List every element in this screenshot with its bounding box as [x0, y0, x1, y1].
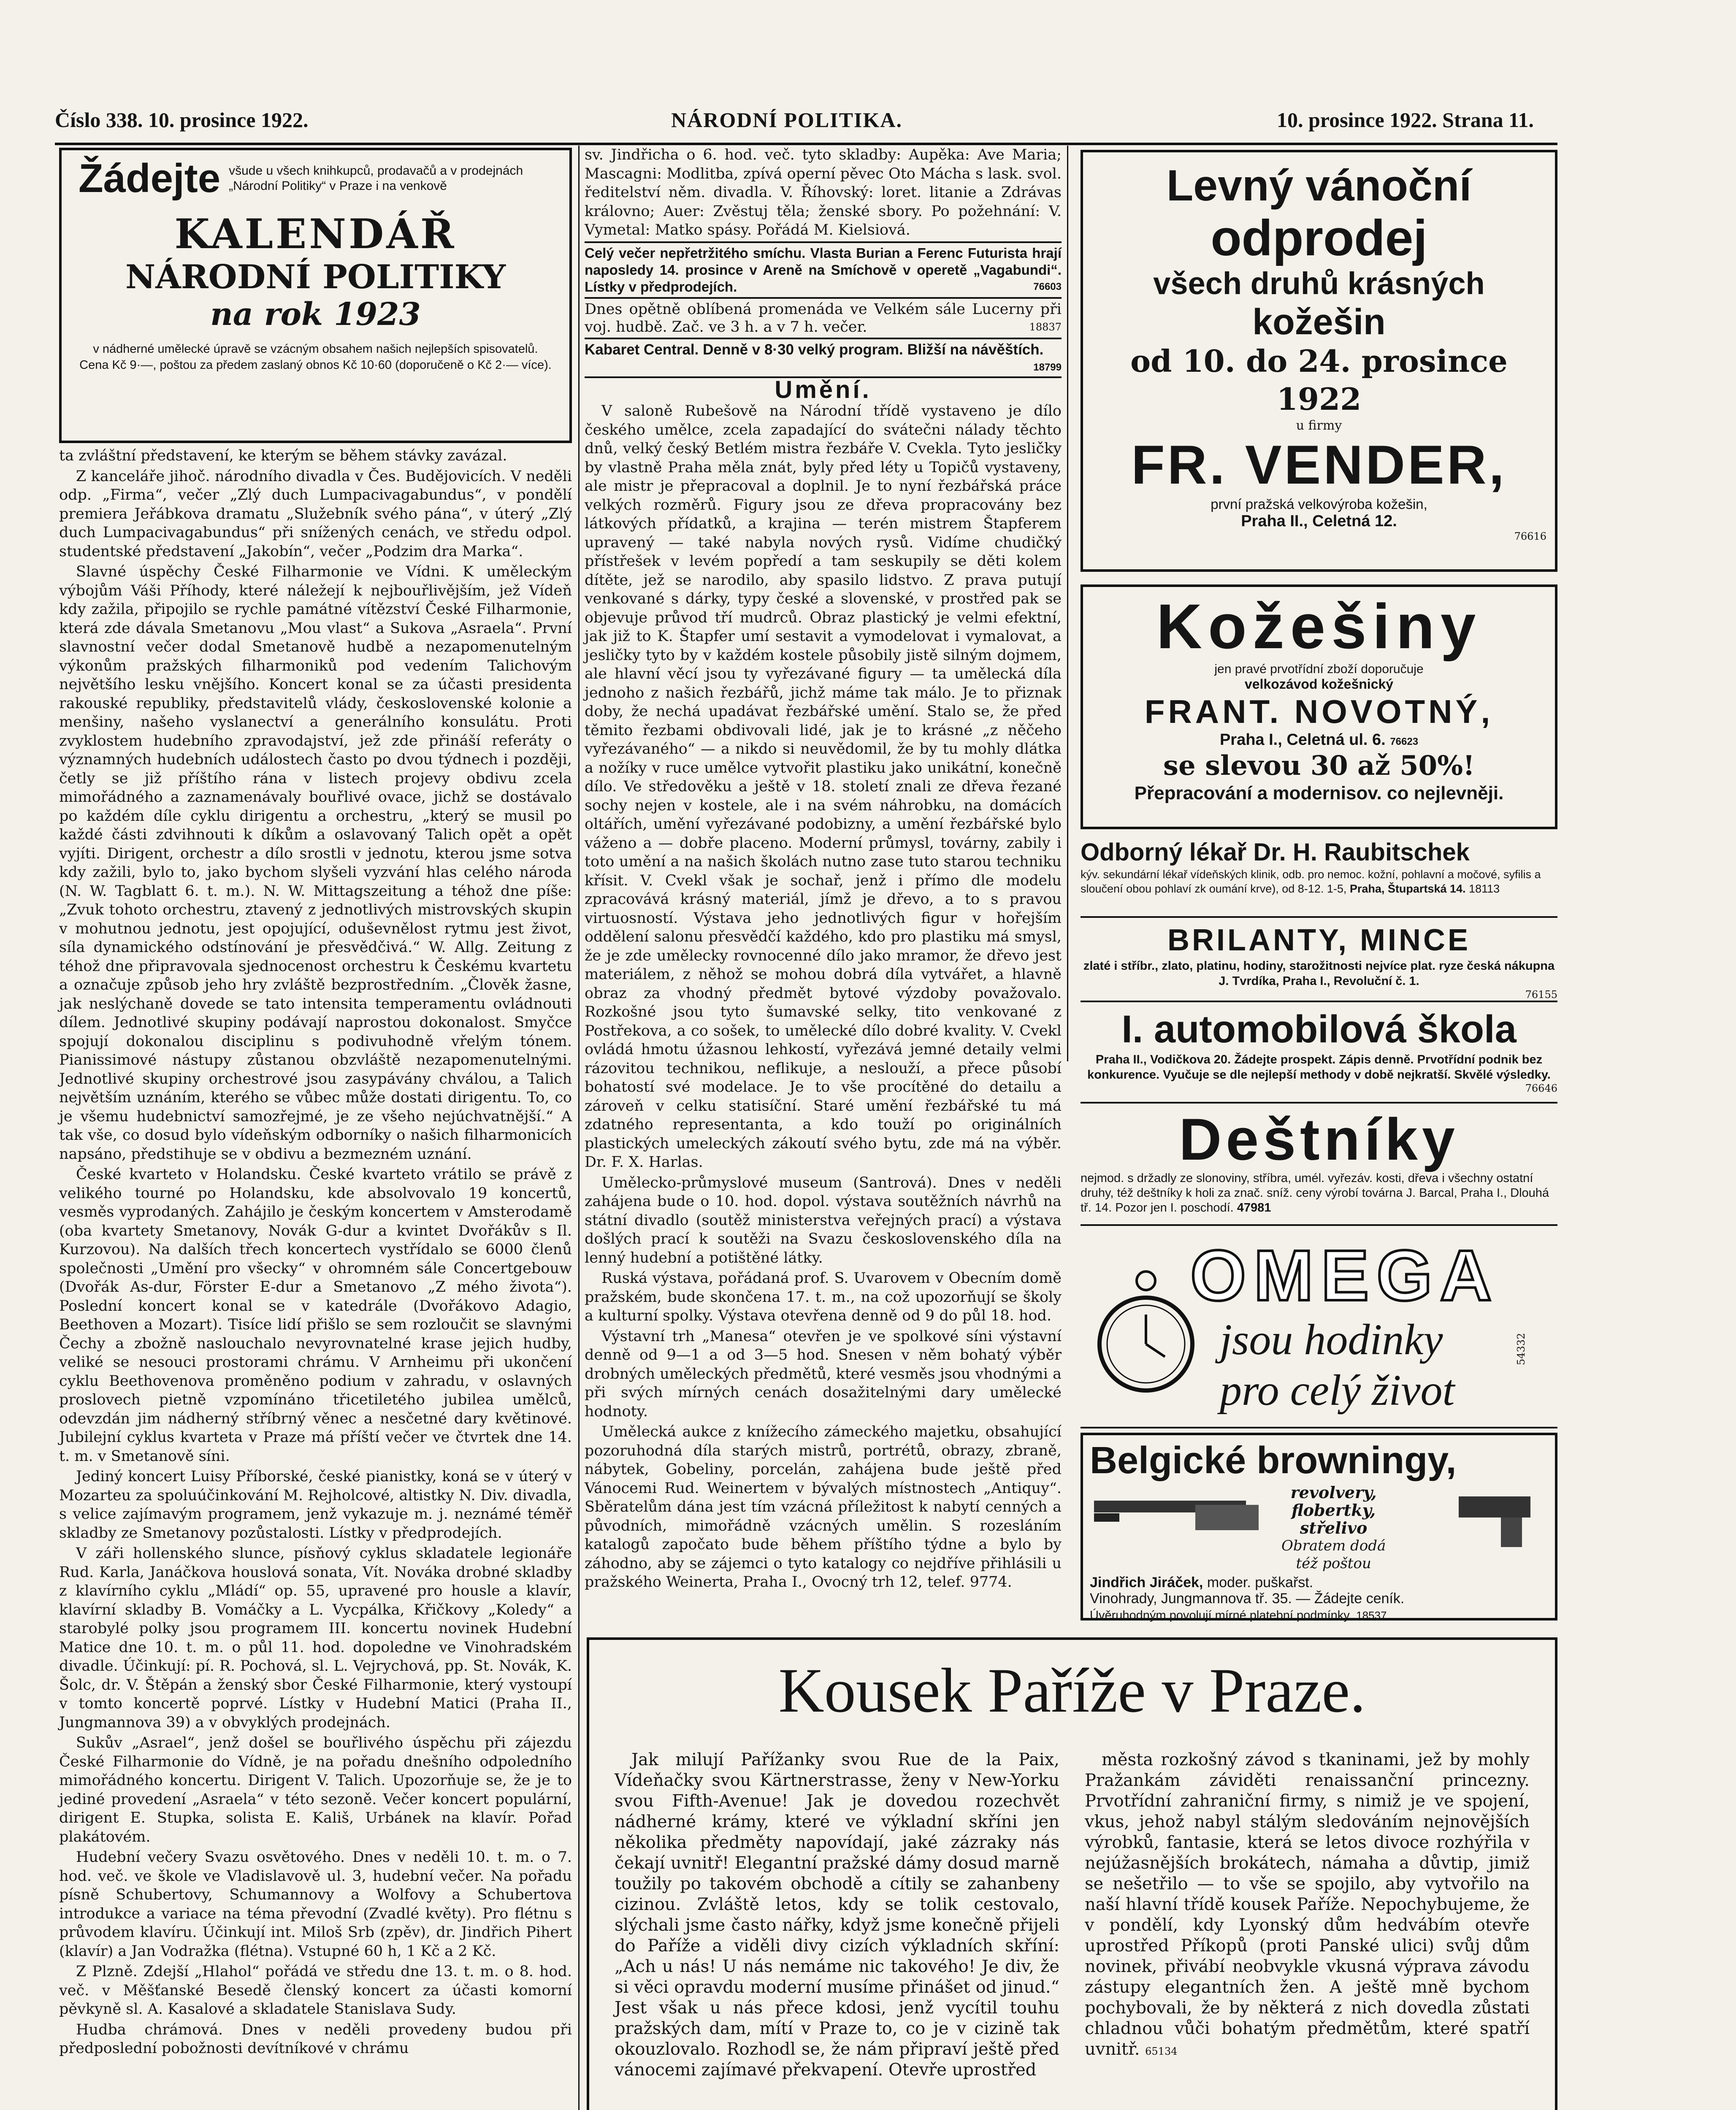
- newspaper-title: NÁRODNÍ POLITIKA.: [671, 108, 902, 132]
- notice-lucerna-text: Dnes opětně oblíbená promenáda ve Velkém sále Lucerny při voj. hudbě. Zač. ve 3 h. a v 7 h. večer.: [585, 300, 1062, 335]
- masthead: [55, 108, 1557, 146]
- kozesiny-line1: jen pravé prvotřídní zboží doporučuje: [1214, 662, 1424, 676]
- divider: [585, 241, 1062, 243]
- col2-paragraph: Umělecko-průmyslové museum (Santrová). Dnes v neděli zahájena bude o 10. hod. dopol. výstava soutěžních návrhů na státní divadlo (soutěž ministerstva veřejných prací) a výstava došlých prací k soutěži na Svazu československého díla na lenný hudební a potištěné látky.: [585, 1174, 1062, 1266]
- brilanty-body: zlaté i stříbr., zlato, platinu, hodiny, starožitnosti nejvíce plat. ryze česká nákupna J. Tvrdíka, Praha I., Revoluční č. 1.: [1083, 959, 1555, 988]
- doctor-address: Praha, Štupartská 14.: [1349, 882, 1466, 895]
- notice-central: [585, 341, 1062, 373]
- calendar-subtitle: NÁRODNÍ POLITIKY: [125, 258, 506, 296]
- browning-l4: Obratem dodá: [1281, 1537, 1386, 1554]
- browning-footer: Úvěruhodným povolují mírné platební podmínky.: [1090, 1609, 1352, 1622]
- paris-title: Kousek Paříže v Praze.: [778, 1656, 1366, 1726]
- notice-lucerna-num: 18837: [1029, 321, 1062, 333]
- omega-num: 54332: [1515, 1333, 1527, 1365]
- browning-firm2: moder. puškařst.: [1207, 1574, 1314, 1591]
- col1-paragraph: Slavné úspěchy České Filharmonie ve Vídni. K uměleckým výbojům Váši Příhody, které náležejí k nejbouřlivějším, jež Vídeň kdy zažila, připojilo se rychle památné vítězství České Filharmonie, která zde dávala Smetanovu „Mou vlast“ a Sukova „Asraela“. První slavnostní večer dodal Smetanově hudbě a nezapomenutelným výkonům pražských filharmoniků pod vedením Talichovým největšího lesku vnějšího. Koncert konal se za účasti presidenta rakouské republiky, představitelů vlády, československé kolonie a menšiny, našeho vyslanectví a generálního konsulátu. Proti zvyklostem hudebního zpravodajství, jež zde přináší referáty o významných hudebních událostech často po dvou týdnech i později, četly se již příštího rána v listech projevy obdivu zcela mimořádného a zaznamenávaly bouřlivé ovace, jichž se dostávalo po každém díle cyklu dirigentu a orchestru, „který se musil po každé části zdvihnouti k díkům a oslavovaný Talich opět a opět vyjíti. Dirigent, orchestr a dílo srostli v jednotu, kterou jsme sotva kdy zažili, bylo to, jako bychom slyšeli vyzvání hlas celého národa (N. W. Tagblatt 6. t. m.). N. W. Mittagszeitung a téhož dne píše: „Zvuk tohoto orchestru, ztavený z jednotlivých mistrovských skupin v mohutnou jednotu, jest opojující, oduševnělost rytmu jest život, síla dynamického odstínování je přesvědčivá.“ W. Allg. Zeitung z téhož dne připravovala sjednocenost orchestru k Českému kvartetu a označuje způsob jeho hry zvláště bezprostředním. „Člověk žasne, jak neslýchaně dovede se tato intensita temperamentu ovládnouti dílem. Jednotlivé skupiny podávají naprostou dokonalost. Smyčce spojují dokonalou disciplinu s podivuhodně vřelým tónem. Pianissimové nástupy zůstanou obzvláště nezapomenutelnými. Jednotlivé skupiny orchestrové jsou zasypávány chválou, a Talich největším uznáním, kterého se vůbec může dostati dirigentu. To, co je všemu hudebnictví samozřejmé, je ze všeho nejúchvatnější.“ A tak vše, co dosud bylo vídeňským odborníky o našich filharmonicích napsáno, předstihuje se v obdivu a bezmezném uznání.: [59, 563, 572, 1163]
- furs-line6: u firmy: [1296, 418, 1342, 433]
- ad-umbrellas-barcal[interactable]: [1081, 1108, 1557, 1226]
- issue-number: Číslo 338. 10. prosince 1922.: [55, 108, 309, 132]
- pocket-watch-icon: [1097, 1264, 1194, 1403]
- col2-paragraph: V saloně Rubešově na Národní třídě vystaveno je dílo českého umělce, zcela zapadající do svátečni nálady těchto dnů, velký český Betlém mistra řezbáře V. Cvekla. Tyto jesličky by vlastně Praha měla znát, byly před léty u Topičů vystaveny, ale mistr je přepracoval a doplnil. Je to nyní řezbářská práce velkých rozměrů. Figury jsou ze dřeva propracovány bez látkových přídatků, a krajina — terén mistrem Štapferem upravený — také nabyla nových rysů. Vidíme chudičký přístřešek v levém popředí a tam seskupily se děti kolem dítěte, jež se narodilo, aby spasilo lidstvo. Z prava putují venkované s dárky, typy české a slovenské, v prostřed pak se objevuje průvod tří mudrců. Obraz plastický je velmi efektní, jak již to K. Štapfer umí sestavit a vymodelovat i vymalovat, a jesličky tyto by v každém kostele působily jistě silným dojmem, ale hlavní věcí jsou ty vyřezávané figury — ta umělecká díla jednoho z našich řezbářů, jichž máme tak málo. Je to přiznak doby, že nechá upadávat řezbářské umění. Stalo se, že před těmito řezbami obdivovali lidé, jak je to krásné „z něčeho vyřezávaného“ — a nikdo si neuvědomil, že by tu mohly dlátka a nožíky v ruce umělce vytvořit plastiku jako unikátní, konečně dílo. Ve středověku a ještě v 18. století znali ze dřeva řezané sochy nejen v kostele, ale i na svém náhrobku, na domácích oltářích, umění vyřezávané podobizny, a umění řezbářské bylo váženo a — dobře placeno. Moderní průmysl, továrny, zabily i toto umění a na našich školách nutno zase tuto starou techniku křísit. V. Cvekl však je sochař, jenž i přímo dle modelu zpracovává krásný materiál, jímž je dřevo, a to s pravou virtuosností. Výstava jeho jednotlivých figur v hořejším oddělení salonu přesvědčí každého, kdo pro plastiku má smysl, že je zde umělecky rovnocenné dílo jako mramor, že dřevo jest materiálem, z něhož se mohou dobrá díla vytvářet, a hlavně obraz za vhodný předmět bytové výzdoby považovalo. Rozkošné jsou tyto šumavské selky, tito venkované z Postřekova, a co sošek, to umělecké dílo dobré kvality. V. Cvekl ovládá hmotu úžasnou lehkostí, vyřezává jemné detaily velmi rázovitou technikou, neflikuje, a neslouží, a přece působí bohatostí své modelace. Je to vše procítěné do detailu a zároveň v celku statisíční. Staré umění řezbářské tu má zdatného representanta, a kdo touží po originálních plastických umeleckých zákoutí svého bytu, zde má na výběr. Dr. F. X. Harlas.: [585, 403, 1062, 1171]
- col1-paragraph: Hudba chrámová. Dnes v neděli provedeny budou při předposlední pobožnosti devítníkové v chrámu: [59, 2021, 572, 2057]
- col1-paragraph: Sukův „Asrael“, jenž došel se bouřlivého úspěchu při zájezdu České Filharmonie do Vídně, je na pořadu dnešního odpoledního mimořádného koncertu. Dirigent V. Talich. Upozorňuje se, že je to jediné provedení „Asraela“ v této sezoně. Večer koncert populární, dirigent E. Stupka, solista E. Kališ, Urbánek na klavír. Pořad plakátovém.: [59, 1734, 572, 1845]
- col1-paragraph: České kvarteto v Holandsku. České kvarteto vrátilo se právě z velikého tourné po Holandsku, kde absolvovalo 19 koncertů, vesměs vyprodaných. Zahájilo je českým koncertem v Amsterodamě (oba kvartety Smetanovy, Novák G-dur a kvintet Dvořákův s Il. Kurzovou). Na dalších třech koncertech vystřídalo se 6000 členů společnosti „Umění pro všecky“ v ohromném sále Concertgebouw (Dvořák As-dur, Förster E-dur a Smetanovo „Z mého života“). Poslední koncert konal se v katedrále (Dvořákovo Adagio, Beethoven a Mozart). Tisíce lidí přišlo se sem rozloučit se slavnými Čechy a zbožně naslouchalo nevyrovnatelné krase jejich hudby, veliké se nesouci prostorami chrámu. V Arnheimu při ukončení cyklu Beethovenova proměněno podium v zahradu, v oslavných proslovech pietně vzpomínáno třicetiletého jubilea umělců, odevzdán jim nádherný stříbrný věnec a nesčetné dary květinové. Jubilejní cyklus kvarteta v Praze má příští večer ve čtvrtek dne 14. t. m. v Smetanově síni.: [59, 1166, 572, 1465]
- column-2: [585, 146, 1062, 1591]
- doctor-title: Odborný lékař Dr. H. Raubitschek: [1081, 839, 1470, 866]
- ad-kousek-parize[interactable]: [587, 1637, 1557, 2110]
- furs-line1: Levný vánoční: [1166, 161, 1472, 210]
- furs-line7: první pražská velkovýroba kožešin,: [1211, 496, 1427, 512]
- autoschool-num: 76646: [1525, 1082, 1557, 1094]
- col1-paragraph: Z Plzně. Zdejší „Hlahol“ pořádá ve středu dne 13. t. m. o 8. hod. več. v Měšťanské Besedě členský koncert za účasti komorní pěvkyně sl. A. Kasalové a skladatele Stanislava Sudy.: [59, 1963, 572, 2018]
- kozesiny-line2: velkozávod kožešnický: [1244, 676, 1394, 692]
- kozesiny-firm: FRANT. NOVOTNÝ,: [1144, 693, 1494, 730]
- notice-lucerna: [585, 300, 1062, 336]
- col1-paragraph: Z kanceláře jihoč. národního divadla v Čes. Budějovicích. V neděli odp. „Firma“, večer „Zlý duch Lumpacivagabundus“, v pondělí premiera Jeřábkova dramatu „Služebník svého pána“, v úterý „Zlý duch Lumpacivagabundus“ při snížených cenách, ve středu odpol. studentské představení „Jakobín“, večer „Podzim dra Marka“.: [59, 468, 572, 560]
- calendar-body: v nádherné umělecké úpravě se vzácným obsahem našich nejlepších spisovatelů. Cena Kč 9·—, poštou za předem zaslaný obnos Kč 10·60 (doporučeně o Kč 2·— více).: [79, 342, 552, 372]
- kozesiny-title: Kožešiny: [1156, 591, 1482, 662]
- umbrella-title: Deštníky: [1179, 1106, 1459, 1172]
- omega-brand: OMEGA: [1190, 1236, 1500, 1316]
- calendar-ad[interactable]: [59, 148, 572, 443]
- col1-paragraph: ta zvláštní představení, ke kterým se během stávky zavázal.: [59, 447, 507, 464]
- furs-line2: odprodej: [1211, 210, 1427, 266]
- notice-central-num: 18799: [1033, 361, 1062, 373]
- umbrella-body: nejmod. s držadly ze slonoviny, stříbra, umél. vyřezáv. kosti, dřeva i všechny ostatní druhy, též deštníky k holi za znač. sníž. ceny výrobí továrna J. Barcal, Praha I., Dlouhá tř. 14. Pozor jen I. poschodí.: [1081, 1171, 1549, 1215]
- column-rule-2: [1067, 146, 1068, 1061]
- calendar-lead: Žádejte: [79, 156, 221, 201]
- col2-paragraph: Umělecká aukce z knížecího zámeckého majetku, obsahující pozoruhodná díla starých mistrů, portrétů, obrazy, zbraně, nábytek, Gobeliny, porcelán, zahájena bude ještě před Vánocemi Rud. Weinertem v bývalých místnostech „Antiquy“. Sběratelům dána jest tím vzácná příležitost k nabytí cenných a původních, mimořádně vzácných umělin. S rozesláním katalogů započato bude během příštího týdne a bylo by záhodno, aby se zájemci o tyto katalogy co nejdříve přihlásili u pražského Weinerta, Praha I., Ovocný trh 12, telef. 9774.: [585, 1423, 1062, 1591]
- pistol-icon: [1454, 1488, 1539, 1551]
- furs-line3: všech druhů krásných: [1153, 266, 1485, 301]
- notice-burian-text: Celý večer nepřetržitého smíchu. Vlasta Burian a Ferenc Futurista hrají naposledy 14. prosince v Areně na Smíchově v operetě „Vagabundi“. Lístky v předprodejích.: [585, 245, 1062, 295]
- col1-paragraph: Hudební večery Svazu osvětového. Dnes v neděli 10. t. m. o 7. hod. več. ve škole ve Vladislavově ul. 3, hudební večer. Na pořadu písně Schubertovy, Schumannovy a Wolfovy a Schubertova introdukce a variace na téma převodní (Zvadlé květy). Pro flétnu s průvodem klavíru. Účinkují int. Miloš Srb (zpěv), dr. Jindřich Pihert (klavír) a Jan Vodražka (flétna). Vstupné 60 h, 1 Kč a 2 Kč.: [59, 1849, 572, 1960]
- ad-brilanty[interactable]: [1081, 922, 1557, 1002]
- omega-line2: pro celý život: [1220, 1366, 1455, 1415]
- umbrella-num: 47981: [1237, 1201, 1271, 1215]
- furs-firm: FR. VENDER,: [1131, 434, 1507, 495]
- col1-paragraph: Jediný koncert Luisy Příborské, české pianistky, koná se v úterý v Mozarteu za spoluúčinkování M. Rejholcové, altistky N. Div. divadla, s velice zajímavým programem, jenž vykazuje m. j. neznámé téměř skladby ze Smetanovy pozůstalosti. Lístky v předprodejích.: [59, 1468, 572, 1542]
- ad-autoschool[interactable]: [1081, 1006, 1557, 1104]
- col2-paragraph: Ruská výstava, pořádaná prof. S. Uvarovem v Obecním domě pražském, bude skončena 17. t. m., na což upozorňují se školy a kulturní spolky. Výstava otevřena denně od 9 do půl 18. hod.: [585, 1270, 1062, 1324]
- browning-l3: střelivo: [1300, 1518, 1368, 1537]
- browning-num: 18537: [1356, 1609, 1387, 1622]
- doctor-num: 18113: [1469, 882, 1500, 895]
- notice-burian: [585, 245, 1062, 295]
- kozesiny-address: Praha I., Celetná ul. 6.: [1219, 731, 1386, 749]
- calendar-title: KALENDÁŘ: [174, 210, 457, 258]
- kozesiny-line3: Přepracování a modernisov. co nejlevněji.: [1134, 783, 1504, 803]
- furs-dates: od 10. do 24. prosince 1922: [1130, 343, 1508, 417]
- column-rule-1: [578, 146, 580, 1059]
- masthead-rule: [55, 143, 1557, 145]
- furs-address: Praha II., Celetná 12.: [1241, 512, 1397, 530]
- date-page: 10. prosince 1922. Strana 11.: [1277, 108, 1534, 132]
- omega-line1: jsou hodinky: [1220, 1315, 1443, 1364]
- autoschool-body: Praha II., Vodičkova 20. Žádejte prospekt. Zápis denně. Prvotřídní podnik bez konkurence. Vyučuje se dle nejlepší methody v době nejkratší. Skvělé výsledky.: [1087, 1053, 1551, 1082]
- column-1: [59, 446, 572, 2110]
- notice-central-text: Kabaret Central. Denně v 8·30 velký program. Bližší na návěštích.: [585, 341, 1044, 358]
- kozesiny-address-row: [1089, 731, 1549, 749]
- notice-burian-num: 76603: [1033, 281, 1062, 292]
- ad-kozesiny-novotny[interactable]: [1081, 584, 1557, 829]
- browning-l2: flobertky,: [1291, 1501, 1376, 1520]
- browning-address: Vinohrady, Jungmannova tř. 35. — Žádejte ceník.: [1090, 1591, 1405, 1607]
- browning-l5: též poštou: [1296, 1555, 1371, 1572]
- browning-firm: Jindřich Jiráček,: [1090, 1574, 1203, 1591]
- rifle-icon: [1090, 1484, 1267, 1547]
- brilanty-num: 76155: [1525, 989, 1557, 1001]
- col2-intro: sv. Jindřicha o 6. hod. več. tyto skladby: Aupěka: Ave Maria; Mascagni: Modlitba, zpívá operní pěvec Oto Mácha s lask. svol. ředitelství něm. divadla. V. Říhovský: loret. litanie a Zdrávas královno; Auer: Zvěstuj těla; ženské sbory. Po požehnání: V. Vymetal: Matko spásy. Pořádá M. Kielsiová.: [585, 146, 1062, 238]
- browning-title: Belgické browningy,: [1090, 1439, 1457, 1482]
- divider: [585, 338, 1062, 339]
- doctor-body: kýv. sekundární lékař vídeňských klinik, odb. pro nemoc. kožní, pohlavní a močové, syfilis a sloučení obou pohlaví zk oumání krve), od 8-12. 1-5,: [1081, 868, 1541, 895]
- browning-l1: revolvery,: [1290, 1483, 1377, 1502]
- col1-paragraph: V záři hollenského slunce, písňový cyklus skladatele legionáře Rud. Karla, Janáčkova houslová sonata, Vít. Nováka drobné skladby z klavírního cyklu „Mládí“ op. 55, upravené pro housle a klavír, klavírní skladby B. Vomáčky a L. Vycpálka, Křičkovy „Koledy“ a starobylé polky jsou programem III. koncertu novinek Hudební Matice dne 10. t. m. o půl 11. hod. dopoledne ve Vinohradském divadle. Účinkují: pí. R. Pochová, sl. L. Vejrychová, pp. St. Novák, K. Šolc, dr. V. Štěpán a ženský sbor České Filharmonie, který vystoupí v tomto koncertě poprvé. Lístky v Hudební Matici (Praha II., Jungmannova 39) a v obvyklých prodejnách.: [59, 1545, 572, 1731]
- paris-text-col1: Jak milují Pařížanky svou Rue de la Paix, Vídeňačky svou Kärtnerstrasse, ženy v New-Yorku svou Fifth-Avenue! Jak je dovedou rozechvět nádherné krámy, které ve výkladní skříni jen několika předměty napovídají, jaké zázraky nás čekají uvnitř! Elegantní pražské dámy dosud marně toužily po takovém obchodě a cítily se zahanbeny cizinou. Zvláště letos, kdy se tolik cestovalo, slýchali jsme často nářky, když jsme konečně přijeli do Paříže a viděli divy cizích výkladních skříní: „Ach u nás! U nás nemáme nic takového! Je div, že si věci opravdu moderní musíme přinášet od jinud.“ Jest však u nás přece kdosi, jenž vycítil touhu pražských dam, mítí v Praze to, co je v cizině tak okouzlovalo. Rozhodl se, že nám připraví ještě před vánocemi zajímavé překvapení. Otevře uprostřed: [615, 1750, 1059, 2080]
- furs-line4: kožešin: [1252, 302, 1386, 342]
- furs-num: 76616: [1514, 530, 1546, 542]
- ad-furs-vender[interactable]: [1081, 150, 1557, 572]
- divider: [585, 297, 1062, 299]
- calendar-year: na rok 1923: [210, 296, 421, 333]
- ad-omega-watches[interactable]: [1081, 1230, 1557, 1428]
- ad-doctor-raubitschek[interactable]: [1081, 838, 1557, 918]
- calendar-lead-rest: všude u všech knihkupců, prodavačů a v prodejnách „Národní Politiky“ v Praze i na venkově: [229, 164, 523, 193]
- col2-paragraph: Výstavní trh „Manesa“ otevřen je ve spolkové síni výstavní denně od 9—1 a od 3—5 hod. Snesen v něm bohatý výběr drobných uměleckých předmětů, které vesměs jsou vhodnými a při svých mírných cenách dosažitelnými dary umělecké hodnoty.: [585, 1328, 1062, 1420]
- autoschool-title: I. automobilová škola: [1121, 1008, 1517, 1051]
- section-heading-umeni: Umění.: [775, 376, 872, 403]
- brilanty-title: BRILANTY, MINCE: [1167, 923, 1471, 957]
- column-rule-1b: [578, 1059, 580, 2110]
- paris-num: 65134: [1145, 2045, 1178, 2057]
- kozesiny-num: 76623: [1390, 736, 1419, 747]
- paris-text-col2: města rozkošný závod s tkaninami, jež by mohly Pražankám záviděti renaissanční princezny. Prvotřídní zahraniční firmy, s nimiž je ve spojení, vkus, jehož nabyl stálým sledováním nejnovějších výrobků, fantasie, která se letos divoce rozhýřila v nejúžasnějších brokátech, námaha a důvtip, jimiž se nešetřilo — to vše se spojilo, aby vytvořilo na naší hlavní třídě kousek Paříže. Nepochybujeme, že v pondělí, kdy Lyonský dům hedvábím otevře uprostřed Příkopů (proti Panské ulici) svůj dům novinek, přivábí neobvykle vkusná výprava závodu zástupy elegantních žen. A ještě mně bychom pochybovali, že by některá z nich dovedla zůstati chladnou vůči bohatým předmětům, které spatří uvnitř.: [1085, 1750, 1530, 2059]
- kozesiny-discount: se slevou 30 až 50%!: [1163, 750, 1475, 782]
- ad-browning-jiracek[interactable]: [1081, 1433, 1557, 1620]
